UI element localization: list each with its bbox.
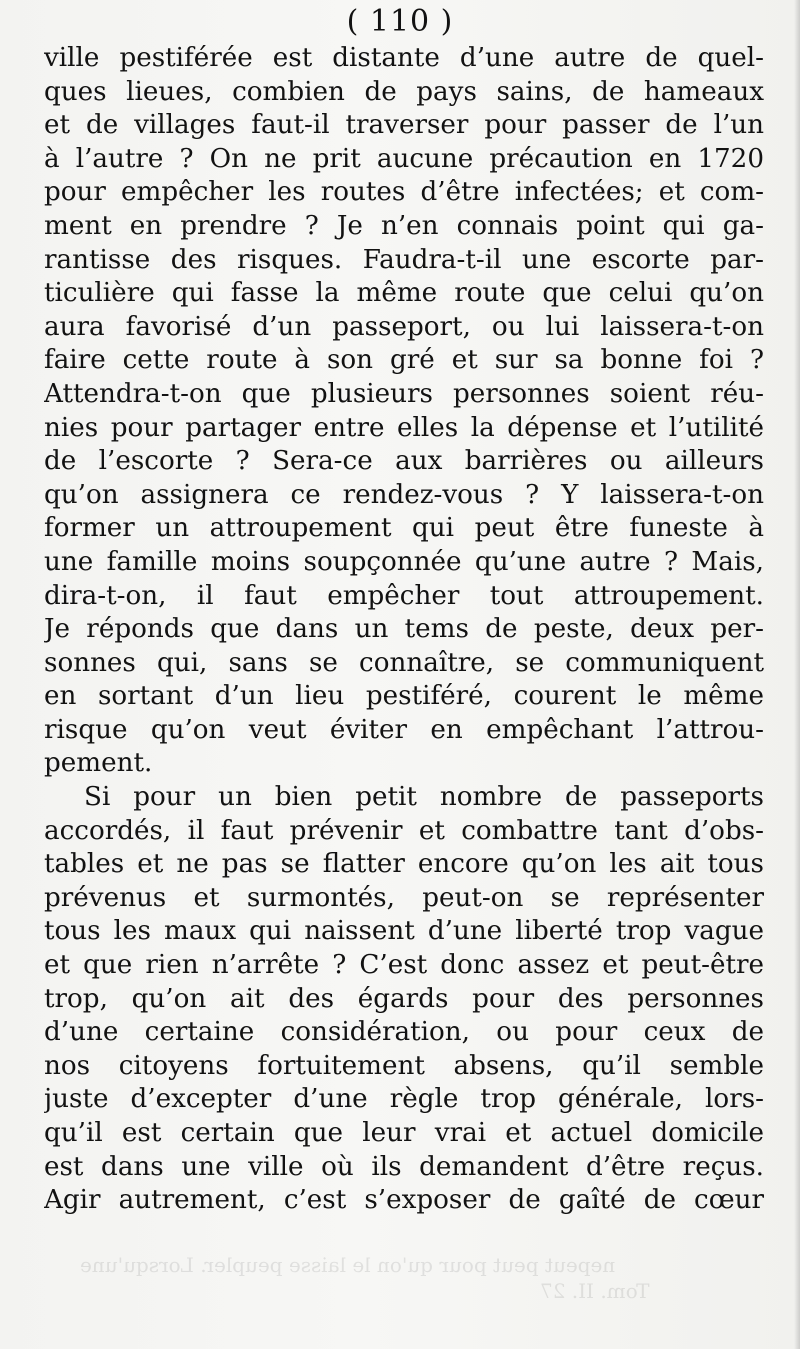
text-line: prévenus et surmontés, peut-on se représenter [44,882,764,913]
text-line: et de villages faut-il traverser pour passer de l’un [44,110,764,141]
text-line: et que rien n’arrête ? C’est donc assez et peut-être [44,950,764,981]
text-line: est dans une ville où ils demandent d’être reçus. [44,1151,764,1182]
text-line: Agir autrement, c’est s’exposer de gaîté de cœur [44,1185,764,1216]
page-edge-shadow [794,0,800,1349]
text-line: sonnes qui, sans se connaître, se communiquent [44,647,764,678]
page-number-header: ( 110 ) [346,4,454,39]
text-line: ques lieues, combien de pays sains, de hameaux [44,76,764,107]
bleed-through-signature: Tom. II. 27 [540,1279,650,1303]
text-line: qu’on assignera ce rendez-vous ? Y laissera-t-on [44,479,764,510]
text-line: faire cette route à son gré et sur sa bonne foi ? [44,345,764,376]
text-line: pour empêcher les routes d’être infectées; et com- [44,177,764,208]
text-line: ville pestiférée est distante d’une autre de quel- [44,43,764,73]
text-line: d’une certaine considération, ou pour ceux de [44,1017,764,1048]
bleed-through-line: nepeut peut pour qu'on le laisse peupler. Lorsqu'une [80,1253,616,1277]
text-line: tables et ne pas se flatter encore qu’on les ait tous [44,849,764,880]
text-line: en sortant d’un lieu pestiféré, courent le même [44,681,764,712]
text-line: risque qu’on veut éviter en empêchant l’attrou- [44,714,764,745]
bleed-through-text [0,1250,800,1340]
text-line: qu’il est certain que leur vrai et actuel domicile [44,1118,764,1148]
text-line: nies pour partager entre elles la dépense et l’utilité [44,412,764,443]
text-line: nos citoyens fortuitement absens, qu’il semble [44,1050,764,1081]
text-line: Je réponds que dans un tems de peste, deux per- [44,614,764,645]
text-line: tous les maux qui naissent d’une liberté trop vague [44,916,764,947]
text-line: accordés, il faut prévenir et combattre tant d’obs- [44,815,764,846]
text-line: juste d’excepter d’une règle trop générale, lors- [44,1084,764,1115]
text-line: rantisse des risques. Faudra-t-il une escorte par- [44,244,764,275]
text-line: trop, qu’on ait des égards pour des personnes [44,983,764,1014]
text-line: former un attroupement qui peut être funeste à [44,513,764,544]
text-line: dira-t-on, il faut empêcher tout attroupement. [44,580,764,611]
text-line: Attendra-t-on que plusieurs personnes soient réu- [44,378,764,409]
text-line: ment en prendre ? Je n’en connais point qui ga- [44,210,764,241]
text-line: à l’autre ? On ne prit aucune précaution en 1720 [44,143,764,174]
text-line: ticulière qui fasse la même route que celui qu’on [44,278,764,309]
text-line: aura favorisé d’un passeport, ou lui laissera-t-on [44,311,764,342]
text-line: Si pour un bien petit nombre de passeports [84,782,764,813]
text-line: une famille moins soupçonnée qu’une autre ? Mais, [44,546,764,577]
text-line: de l’escorte ? Sera-ce aux barrières ou ailleurs [44,446,764,477]
text-line: pement. [44,748,153,779]
page-body-text [44,42,764,1218]
